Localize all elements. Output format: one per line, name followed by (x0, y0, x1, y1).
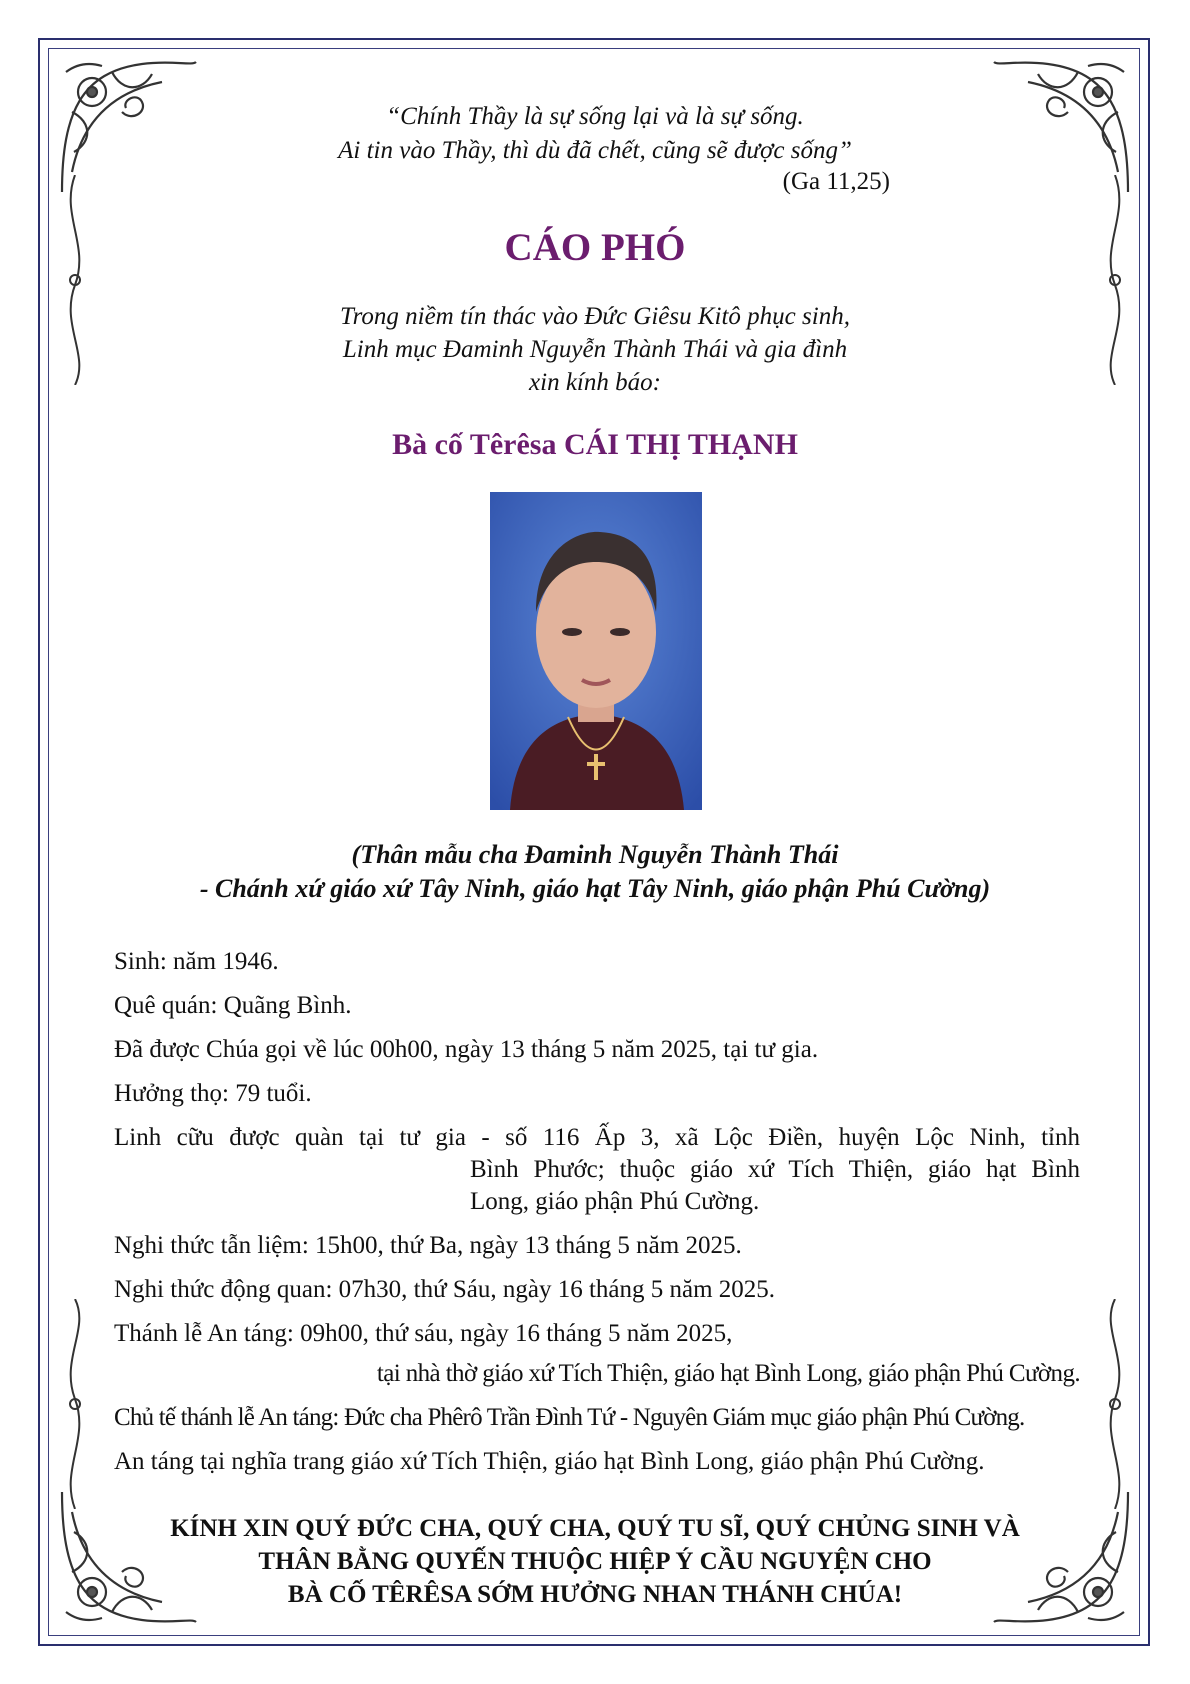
wake-line-2: Bình Phước; thuộc giáo xứ Tích Thiện, giáo hạt Bình (470, 1156, 1080, 1183)
closing-line-2: THÂN BẰNG QUYẾN THUỘC HIỆP Ý CẦU NGUYỆN CHO (258, 1548, 932, 1575)
relation-text (0, 838, 1190, 906)
shroud-info: Nghi thức tẫn liệm: 15h00, thứ Ba, ngày 13 tháng 5 năm 2025. (114, 1232, 742, 1259)
deceased-name: Bà cố Têrêsa CÁI THỊ THẠNH (392, 428, 798, 461)
death-info: Đã được Chúa gọi về lúc 00h00, ngày 13 tháng 5 năm 2025, tại tư gia. (114, 1036, 819, 1063)
closing-prayer (0, 1512, 1190, 1611)
celebrant-info: Chủ tế thánh lễ An táng: Đức cha Phêrô Trần Đình Tứ - Nguyên Giám mục giáo phận Phú Cường. (114, 1404, 1025, 1431)
portrait-photo (490, 492, 702, 810)
quote-reference: (Ga 11,25) (782, 168, 890, 195)
intro-line-2: Linh mục Đaminh Nguyễn Thành Thái và gia đình (342, 336, 848, 363)
intro-text (0, 300, 1190, 399)
birth-info: Sinh: năm 1946. (114, 948, 279, 975)
intro-line-1: Trong niềm tín thác vào Đức Giêsu Kitô phục sinh, (340, 303, 850, 330)
side-ornament-left-bottom (60, 1299, 90, 1509)
scripture-quote (0, 100, 1190, 168)
hometown-info: Quê quán: Quãng Bình. (114, 992, 352, 1019)
wake-line-3: Long, giáo phận Phú Cường. (470, 1188, 760, 1215)
mass-place-info: tại nhà thờ giáo xứ Tích Thiện, giáo hạt Bình Long, giáo phận Phú Cường. (376, 1360, 1080, 1387)
wake-line-1: Linh cữu được quàn tại tư gia - số 116 Ấp 3, xã Lộc Điền, huyện Lộc Ninh, tỉnh (114, 1124, 1080, 1151)
wake-info (114, 1122, 1080, 1218)
quote-line-2: Ai tin vào Thầy, thì dù đã chết, cũng sẽ được sống” (338, 137, 852, 164)
burial-info: An táng tại nghĩa trang giáo xứ Tích Thiện, giáo hạt Bình Long, giáo phận Phú Cường. (114, 1448, 985, 1475)
closing-coffin-info: Nghi thức động quan: 07h30, thứ Sáu, ngày 16 tháng 5 năm 2025. (114, 1276, 776, 1303)
relation-line-1: (Thân mẫu cha Đaminh Nguyễn Thành Thái (351, 840, 839, 869)
closing-line-1: KÍNH XIN QUÝ ĐỨC CHA, QUÝ CHA, QUÝ TU SĨ, QUÝ CHỦNG SINH VÀ (170, 1515, 1020, 1542)
age-info: Hưởng thọ: 79 tuổi. (114, 1080, 312, 1107)
mass-info: Thánh lễ An táng: 09h00, thứ sáu, ngày 16 tháng 5 năm 2025, (114, 1320, 733, 1347)
closing-line-3: BÀ CỐ TÊRÊSA SỚM HƯỞNG NHAN THÁNH CHÚA! (287, 1581, 903, 1608)
relation-line-2: - Chánh xứ giáo xứ Tây Ninh, giáo hạt Tây Ninh, giáo phận Phú Cường) (199, 874, 991, 903)
quote-line-1: “Chính Thầy là sự sống lại và là sự sống. (386, 103, 804, 130)
intro-line-3: xin kính báo: (529, 369, 661, 396)
side-ornament-right-bottom (1100, 1299, 1130, 1509)
page-title: CÁO PHÓ (504, 226, 686, 269)
details-section (114, 946, 1080, 1490)
